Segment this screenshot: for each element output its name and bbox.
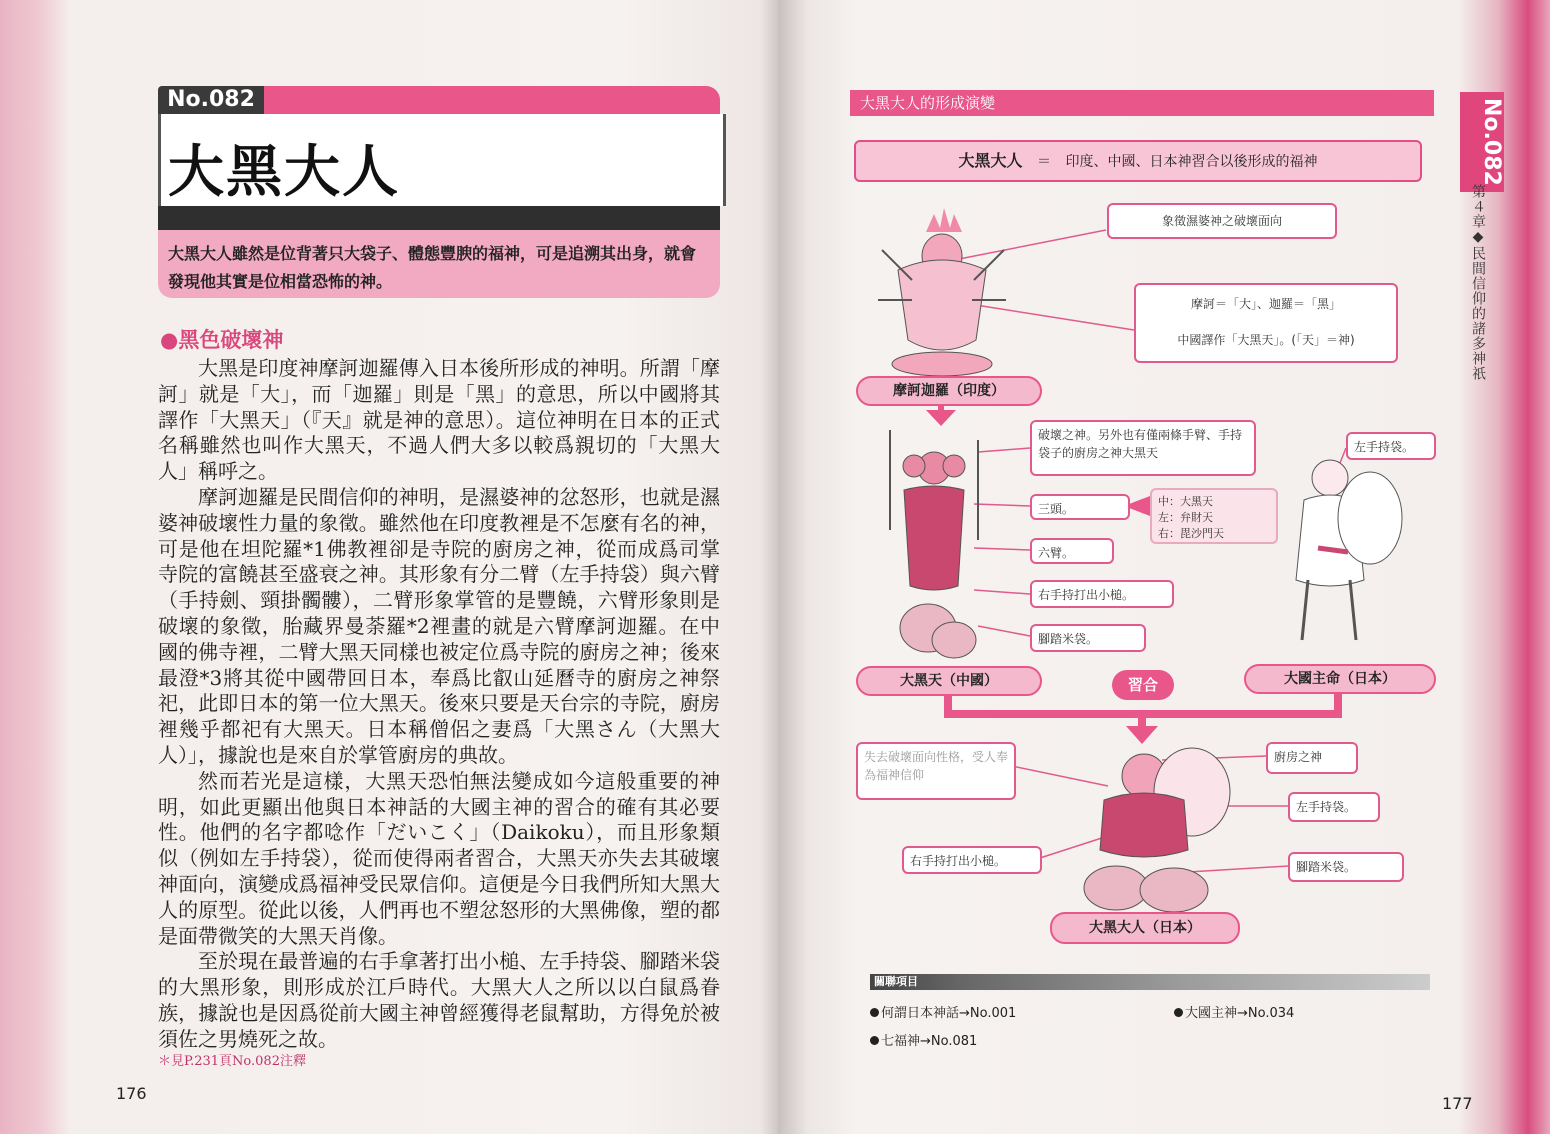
label-merge: 習合 <box>1112 670 1174 700</box>
callout-bag-japan: 左手持袋。 <box>1346 432 1436 460</box>
label-final: 大黑大人（日本） <box>1050 912 1240 944</box>
related-link-2-text: 大國主神→No.034 <box>1185 1006 1295 1021</box>
callout-shiva-face: 象徵濕婆神之破壞面向 <box>1107 203 1337 239</box>
side-chapter: 第４章◆民間信仰的諸多神祇 <box>1470 184 1486 381</box>
paragraph-2: 摩訶迦羅是民間信仰的神明，是濕婆神的忿怒形，也就是濕婆神破壞性力量的象徵。雖然他在印度教裡是不怎麼有名的神，可是他在坦陀羅*1佛教裡卻是寺院的廚房之神，從而成爲司掌寺院的富饒甚至盛衰之神。其形象有分二臂（左手持袋）與六臂（手持劍、頸掛髑髏），二臂形象掌管的是豐饒，六臂形象則是破壞的象徵，胎藏界曼荼羅*2裡畫的就是六臂摩訶迦羅。在中國的佛寺裡，二臂大黑天同樣也被定位爲寺院的廚房之神；後來最澄*3將其從中國帶回日本，奉爲比叡山延曆寺的廚房之神祭祀，此即日本的第一位大黑天。後來只要是天台宗的寺院，廚房裡幾乎都祀有大黑天。日本稱僧侶之妻爲「大黑さん（大黑大人）」，據說也是來自於掌管廚房的典故。 <box>158 484 720 767</box>
callout-rice-china: 腳踏米袋。 <box>1030 624 1146 652</box>
diagram-lines <box>778 0 1550 1134</box>
callout-mallet-final: 右手持打出小槌。 <box>902 846 1042 874</box>
label-daikokuten-china: 大黑天（中國） <box>856 666 1042 696</box>
label-okuninushi: 大國主命（日本） <box>1244 664 1436 694</box>
daikoku-final-illustration <box>1084 748 1230 912</box>
body-text <box>158 356 720 1053</box>
formula-text: 印度、中國、日本神習合以後形成的福神 <box>1065 154 1318 170</box>
figure-title: 大黑大人的形成演變 <box>850 90 1434 116</box>
formula-subject: 大黑大人 <box>958 151 1023 170</box>
callout-kitchen: 廚房之神 <box>1266 742 1358 774</box>
side-number: No.082 <box>1460 92 1504 192</box>
summary-box <box>158 230 720 298</box>
page-number-right: 177 <box>1442 1094 1473 1113</box>
callout-lost-destroy: 失去破壞面向性格，受人奉為福神信仰 <box>856 742 1016 800</box>
meaning-line-2: 中國譯作「大黑天」。(「天」＝神) <box>1177 333 1355 347</box>
daikokuten-china-illustration <box>890 430 978 658</box>
right-page <box>778 0 1550 1134</box>
header-bar <box>264 86 720 114</box>
paragraph-1: 大黑是印度神摩訶迦羅傳入日本後所形成的神明。所謂「摩訶」就是「大」，而「迦羅」則是「黑」的意思，所以中國將其譯作「大黑天」（『天』就是神的意思）。這位神明在日本的正式名稱雖然也叫作大黑天，不過人們大多以較爲親切的「大黑大人」稱呼之。 <box>158 356 720 484</box>
footnote: ＊見P.231頁No.082注釋 <box>158 1054 306 1069</box>
summary-text: 大黑大人雖然是位背著只大袋子、體態豐腴的福神，可是追溯其出身，就會發現他其實是位相當恐怖的神。 <box>168 244 697 291</box>
related-link-1[interactable] <box>870 1002 1016 1021</box>
formula-equals: ＝ <box>1037 154 1051 170</box>
callout-mallet-china: 右手持打出小槌。 <box>1030 580 1174 608</box>
paragraph-4: 至於現在最普遍的右手拿著打出小槌、左手持袋、腳踏米袋的大黑形象，則形成於江戶時代。大黑大人之所以以白鼠爲眷族，據說也是因爲從前大國主神曾經獲得老鼠幫助，方得免於被須佐之男燒死之故。 <box>158 949 720 1051</box>
related-link-3[interactable] <box>870 1030 977 1049</box>
entry-number-tag: No.082 <box>158 86 264 114</box>
page-title: 大黑大人 <box>168 140 400 205</box>
callout-bag-final: 左手持袋。 <box>1288 792 1380 822</box>
related-link-2[interactable] <box>1174 1002 1294 1021</box>
callout-heads-detail: 中：大黑天 左：弁財天 右：毘沙門天 <box>1150 488 1278 544</box>
side-tab <box>1460 80 1504 540</box>
callout-three-heads: 三頭。 <box>1030 494 1130 520</box>
related-link-1-text: 何謂日本神話→No.001 <box>881 1006 1017 1021</box>
page-number-left: 176 <box>116 1084 147 1103</box>
okuninushi-illustration <box>1296 460 1402 640</box>
callout-meaning <box>1134 283 1398 363</box>
meaning-line-1: 摩訶＝「大」、迦羅＝「黑」 <box>1190 297 1341 311</box>
callout-rice-final: 腳踏米袋。 <box>1288 852 1404 882</box>
title-underbar <box>158 206 720 230</box>
related-header-bar <box>870 974 1430 990</box>
label-mahakala: 摩訶迦羅（印度） <box>856 376 1042 406</box>
mahakala-illustration <box>878 208 1006 376</box>
related-link-3-text: 七福神→No.081 <box>881 1034 978 1049</box>
callout-destroyer: 破壞之神。另外也有僅兩條手臂、手持袋子的廚房之神大黑天 <box>1030 420 1256 476</box>
callout-six-arms: 六臂。 <box>1030 538 1114 564</box>
related-header: 關聯項目 <box>874 975 918 988</box>
section-heading: ●黑色破壞神 <box>160 328 284 352</box>
paragraph-3: 然而若光是這樣，大黑天恐怕無法變成如今這般重要的神明，如此更顯出他與日本神話的大國主神的習合的確有其必要性。他們的名字都唸作「だいこく」（Daikoku），而且形象類似（例如左手持袋），從而使得兩者習合，大黑天亦失去其破壞神面向，演變成爲福神受民眾信仰。這便是今日我們所知大黑大人的原型。從此以後，人們再也不塑忿怒形的大黑佛像，塑的都是面帶微笑的大黑天肖像。 <box>158 768 720 948</box>
